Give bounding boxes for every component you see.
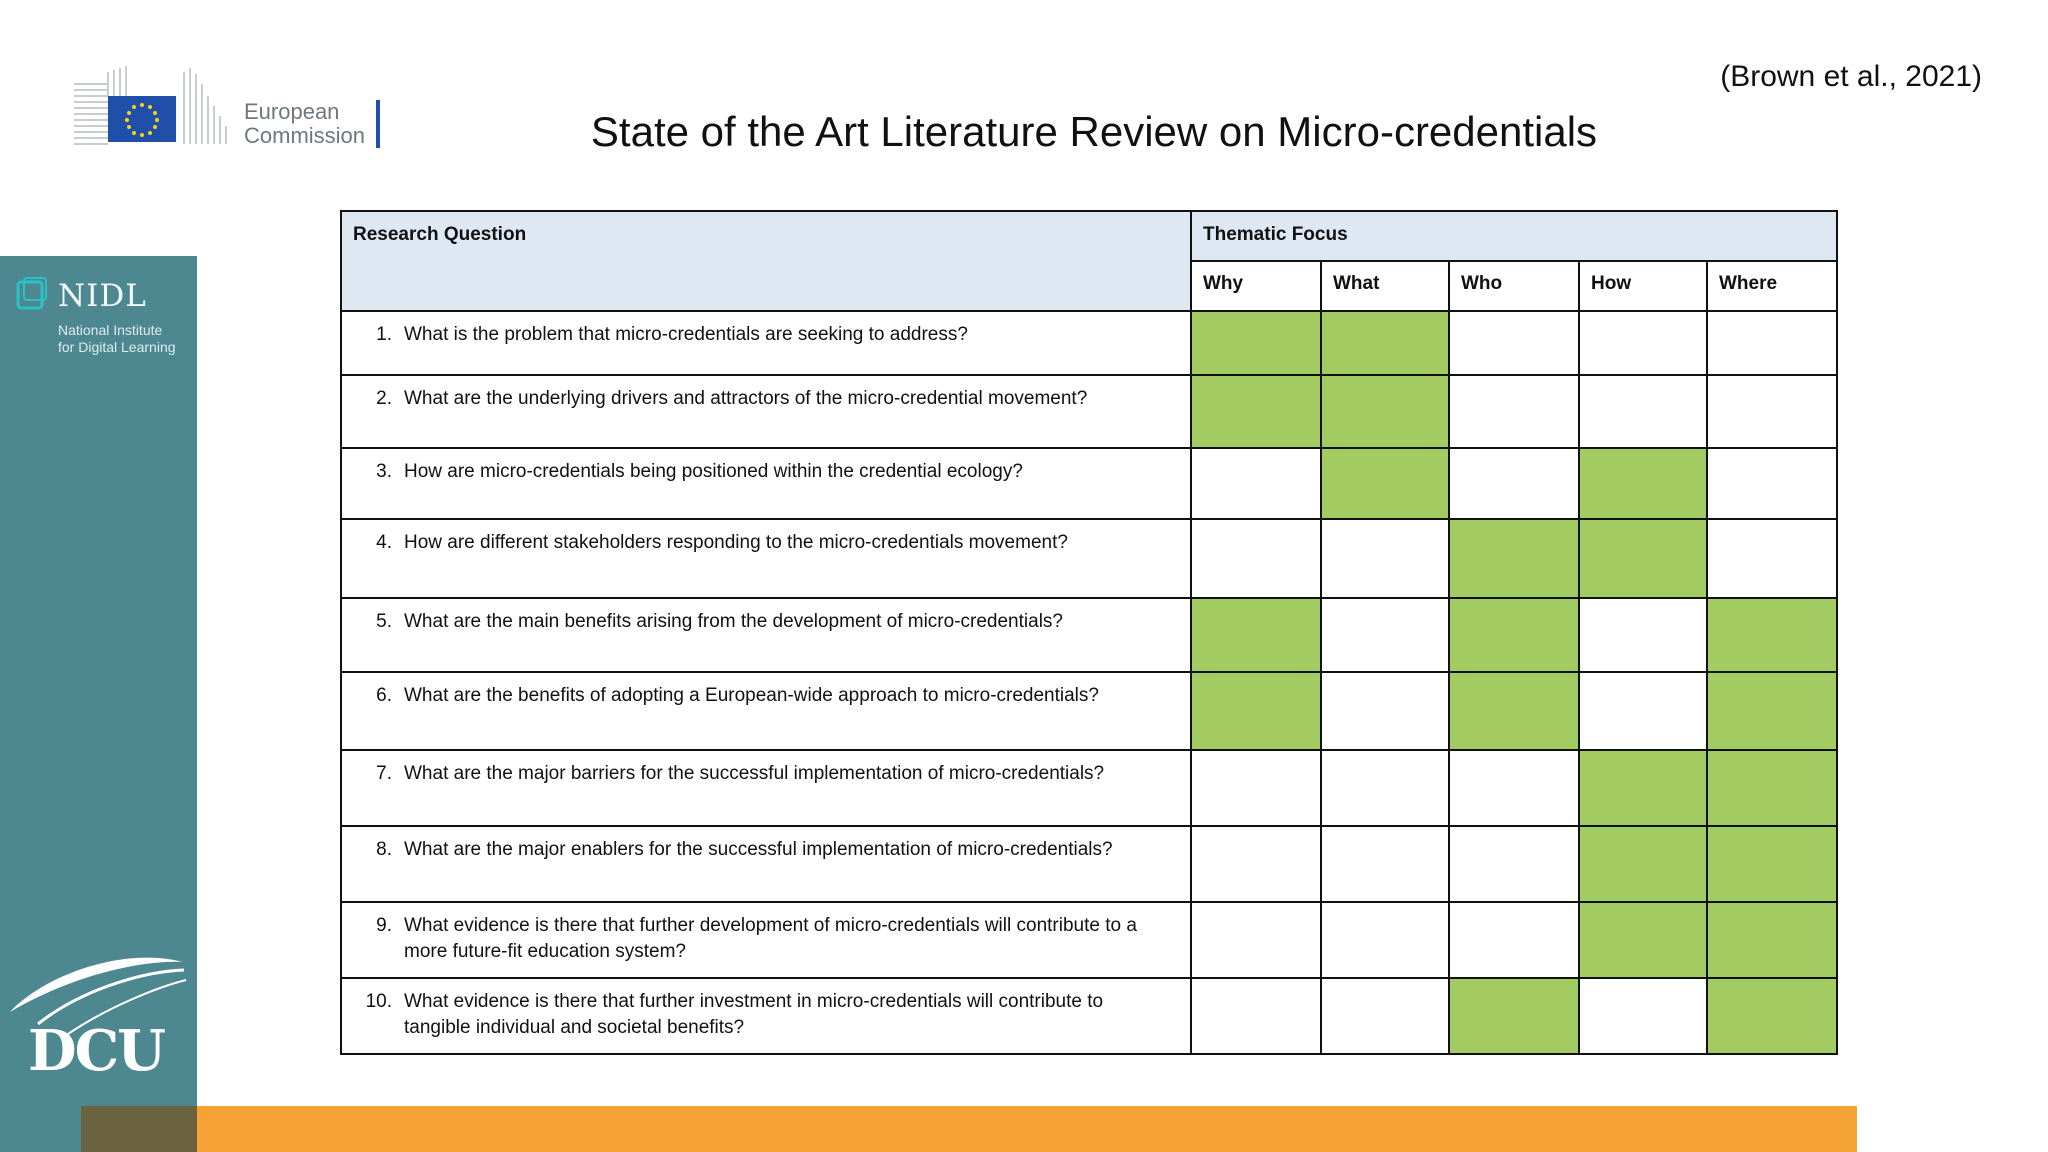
research-question-cell: [341, 448, 1191, 519]
question-number: 2.: [376, 388, 392, 409]
dcu-wordmark: DCU: [28, 1018, 164, 1084]
question-text: What evidence is there that further development of micro-credentials will contribute to a more future-fit education system?: [404, 915, 1137, 962]
question-number: 3.: [376, 461, 392, 482]
focus-cell-how: [1579, 311, 1707, 375]
table-row: [341, 311, 1837, 375]
question-number: 10.: [365, 991, 392, 1012]
focus-cell-how: [1579, 902, 1707, 978]
question-number: 7.: [376, 763, 392, 784]
focus-cell-how: [1579, 750, 1707, 826]
focus-cell-what: [1321, 672, 1449, 750]
focus-cell-how: [1579, 598, 1707, 672]
focus-cell-how: [1579, 672, 1707, 750]
table-row: [341, 519, 1837, 598]
research-question-header: Research Question: [341, 211, 1191, 311]
table-row: [341, 375, 1837, 448]
table-row: [341, 902, 1837, 978]
research-question-cell: [341, 519, 1191, 598]
focus-cell-who: [1449, 672, 1579, 750]
question-number: 5.: [376, 611, 392, 632]
focus-cell-where: [1707, 826, 1837, 902]
focus-cell-what: [1321, 902, 1449, 978]
focus-cell-where: [1707, 519, 1837, 598]
focus-cell-who: [1449, 826, 1579, 902]
focus-cell-where: [1707, 978, 1837, 1054]
table-row: [341, 598, 1837, 672]
nidl-icon: [16, 276, 48, 310]
focus-cell-how: [1579, 519, 1707, 598]
focus-cell-who: [1449, 598, 1579, 672]
focus-cell-where: [1707, 598, 1837, 672]
focus-cell-who: [1449, 750, 1579, 826]
question-text: How are micro-credentials being positioned within the credential ecology?: [404, 461, 1023, 482]
footer-band-corner: [81, 1106, 197, 1152]
focus-cell-what: [1321, 448, 1449, 519]
focus-cell-where: [1707, 902, 1837, 978]
question-text: What evidence is there that further investment in micro-credentials will contribute to tangible individual and societal benefits?: [404, 991, 1104, 1038]
question-number: 6.: [376, 685, 392, 706]
table-row: [341, 448, 1837, 519]
focus-cell-where: [1707, 448, 1837, 519]
research-question-cell: [341, 750, 1191, 826]
nidl-subtitle: National Institute for Digital Learning: [58, 322, 176, 355]
column-header-what: What: [1321, 261, 1449, 311]
research-question-cell: [341, 978, 1191, 1054]
focus-cell-why: [1191, 750, 1321, 826]
table-header-row: [341, 211, 1837, 261]
column-header-who: Who: [1449, 261, 1579, 311]
focus-cell-where: [1707, 375, 1837, 448]
citation: (Brown et al., 2021): [1720, 60, 1982, 93]
focus-cell-who: [1449, 375, 1579, 448]
question-number: 8.: [376, 839, 392, 860]
table-row: [341, 826, 1837, 902]
focus-cell-where: [1707, 672, 1837, 750]
focus-cell-why: [1191, 519, 1321, 598]
research-question-cell: [341, 598, 1191, 672]
question-number: 1.: [376, 324, 392, 345]
question-text: What are the major barriers for the successful implementation of micro-credentials?: [404, 763, 1105, 784]
question-text: How are different stakeholders responding to the micro-credentials movement?: [404, 532, 1068, 553]
focus-cell-why: [1191, 826, 1321, 902]
column-header-why: Why: [1191, 261, 1321, 311]
page-title: State of the Art Literature Review on Micro-credentials: [590, 108, 1598, 155]
focus-cell-how: [1579, 978, 1707, 1054]
question-text: What are the main benefits arising from the development of micro-credentials?: [404, 611, 1063, 632]
focus-cell-who: [1449, 519, 1579, 598]
table-body: [341, 311, 1837, 1054]
research-question-cell: [341, 826, 1191, 902]
table-row: [341, 672, 1837, 750]
focus-cell-who: [1449, 448, 1579, 519]
focus-cell-why: [1191, 311, 1321, 375]
research-table: [340, 210, 1838, 1055]
question-number: 9.: [376, 915, 392, 936]
question-text: What are the major enablers for the successful implementation of micro-credentials?: [404, 839, 1113, 860]
column-header-where: Where: [1707, 261, 1837, 311]
focus-cell-how: [1579, 826, 1707, 902]
focus-cell-who: [1449, 978, 1579, 1054]
nidl-wordmark: NIDL: [58, 278, 147, 314]
focus-cell-why: [1191, 598, 1321, 672]
table-row: [341, 750, 1837, 826]
focus-cell-who: [1449, 311, 1579, 375]
focus-cell-what: [1321, 750, 1449, 826]
question-text: What is the problem that micro-credentials are seeking to address?: [404, 324, 968, 345]
research-question-cell: [341, 672, 1191, 750]
focus-cell-where: [1707, 311, 1837, 375]
question-number: 4.: [376, 532, 392, 553]
focus-cell-why: [1191, 978, 1321, 1054]
focus-cell-what: [1321, 519, 1449, 598]
question-text: What are the underlying drivers and attractors of the micro-credential movement?: [404, 388, 1088, 409]
focus-cell-how: [1579, 448, 1707, 519]
focus-cell-what: [1321, 598, 1449, 672]
table-row: [341, 978, 1837, 1054]
focus-cell-what: [1321, 375, 1449, 448]
research-question-cell: [341, 902, 1191, 978]
focus-cell-how: [1579, 375, 1707, 448]
focus-cell-why: [1191, 375, 1321, 448]
european-commission-name: European Commission: [244, 99, 366, 148]
column-header-how: How: [1579, 261, 1707, 311]
focus-cell-why: [1191, 448, 1321, 519]
question-text: What are the benefits of adopting a European-wide approach to micro-credentials?: [404, 685, 1099, 706]
focus-cell-where: [1707, 750, 1837, 826]
research-question-cell: [341, 375, 1191, 448]
focus-cell-what: [1321, 978, 1449, 1054]
thematic-focus-header: Thematic Focus: [1191, 211, 1837, 261]
research-question-cell: [341, 311, 1191, 375]
focus-cell-why: [1191, 902, 1321, 978]
footer-band: [81, 1106, 1857, 1152]
focus-cell-who: [1449, 902, 1579, 978]
focus-cell-why: [1191, 672, 1321, 750]
focus-cell-what: [1321, 826, 1449, 902]
focus-cell-what: [1321, 311, 1449, 375]
